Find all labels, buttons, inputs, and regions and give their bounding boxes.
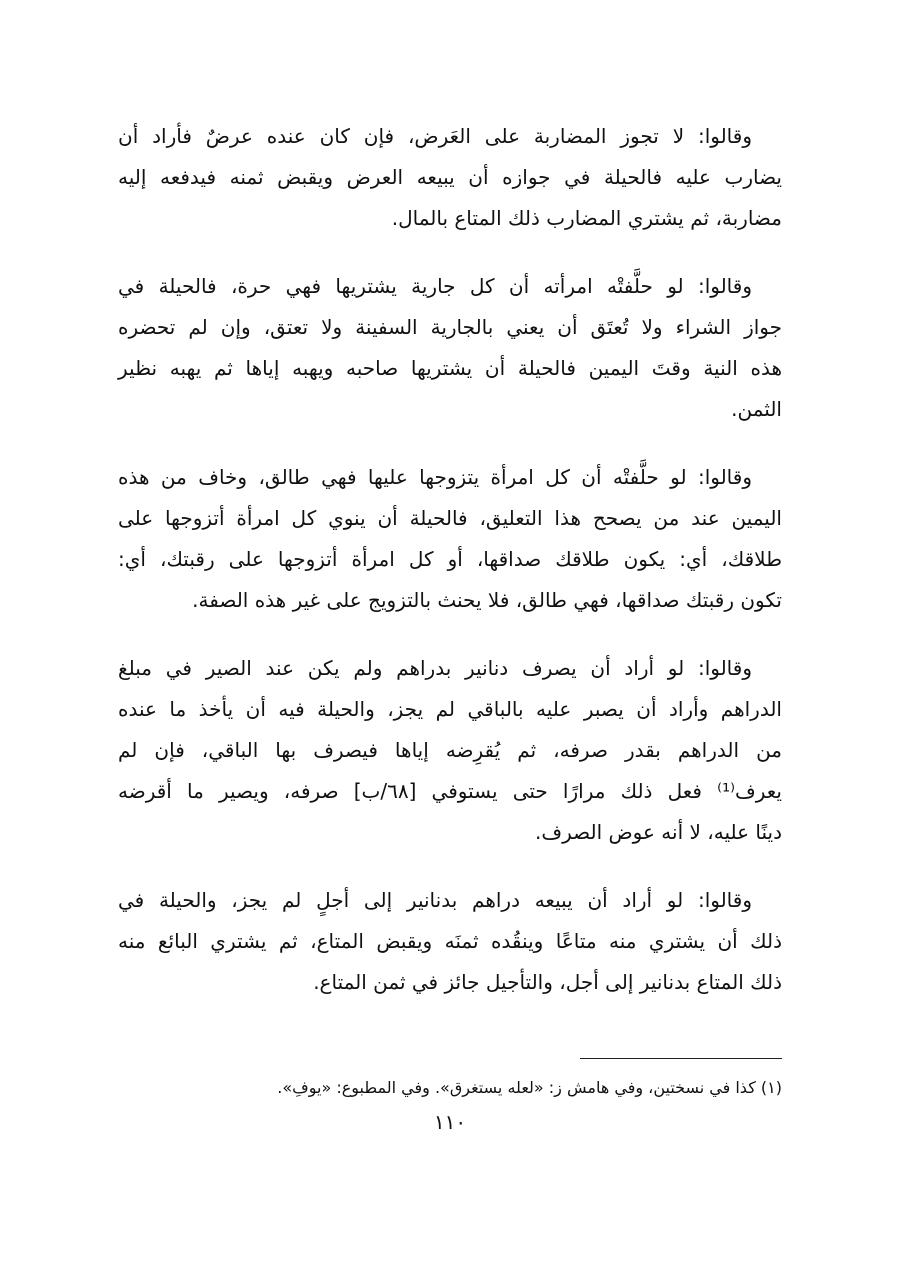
text-line: تكون رقبتك صداقها، فهي طالق، فلا يحنث بالتزويج على غير هذه الصفة. xyxy=(192,588,782,612)
page-number: ١١٠ xyxy=(433,1110,467,1134)
text-line: جواز الشراء ولا تُعتَق أن يعني بالجارية السفينة ولا تعتق، وإن لم تحضره xyxy=(118,315,782,339)
footnote: (١) كذا في نسختين، وفي هامش ز: «لعله يستغرق». وفي المطبوع: «يوفِ». xyxy=(277,1078,782,1097)
text-line: الثمن. xyxy=(731,397,782,421)
text-line: اليمين عند من يصحح هذا التعليق، فالحيلة أن ينوي كل امرأة أتزوجها على xyxy=(118,506,782,530)
text-line: مضاربة، ثم يشتري المضارب ذلك المتاع بالمال. xyxy=(391,206,782,230)
text-line: طلاقك، أي: يكون طلاقك صداقها، أو كل امرأة أتزوجها على رقبتك، أي: xyxy=(118,547,782,571)
footnote-divider xyxy=(580,1058,782,1059)
paragraph xyxy=(118,648,782,853)
text-line: ذلك أن يشتري منه متاعًا وينقُده ثمنَه ويقبض المتاع، ثم يشتري البائع منه xyxy=(118,929,782,953)
text-line: وقالوا: لو أراد أن يصرف دنانير بدراهم ولم يكن عند الصير في مبلغ xyxy=(118,656,752,680)
text-line: وقالوا: لو حلَّفتْه أن كل امرأة يتزوجها عليها فهي طالق، وخاف من هذه xyxy=(118,465,752,489)
paragraph xyxy=(118,457,782,621)
paragraph xyxy=(118,266,782,430)
text-line: وقالوا: لا تجوز المضاربة على العَرض، فإن كان عنده عرضٌ فأراد أن xyxy=(118,124,752,148)
text-line: دينًا عليه، لا أنه عوض الصرف. xyxy=(535,820,782,844)
text-line: الدراهم وأراد أن يصبر عليه بالباقي لم يجز، والحيلة فيه أن يأخذ ما عنده xyxy=(118,697,782,721)
text-line: ذلك المتاع بدنانير إلى أجل، والتأجيل جائز في ثمن المتاع. xyxy=(313,970,782,994)
text-line: وقالوا: لو حلَّفتْه امرأته أن كل جارية يشتريها فهي حرة، فالحيلة في xyxy=(118,274,752,298)
paragraph xyxy=(118,116,782,239)
text-line: يضارب عليه فالحيلة في جوازه أن يبيعه العرض ويقبض ثمنه فيدفعه إليه xyxy=(118,165,782,189)
text-line: يعرف⁽¹⁾ فعل ذلك مرارًا حتى يستوفي [٦٨/ب] صرفه، ويصير ما أقرضه xyxy=(118,779,782,803)
text-line: وقالوا: لو أراد أن يبيعه دراهم بدنانير إلى أجلٍ لم يجز، والحيلة في xyxy=(118,888,752,912)
main-text xyxy=(118,116,782,1030)
text-line: هذه النية وقتَ اليمين فالحيلة أن يشتريها صاحبه ويهبه إياها ثم يهبه نظير xyxy=(118,356,782,380)
paragraph xyxy=(118,880,782,1003)
text-line: من الدراهم بقدر صرفه، ثم يُقرِضه إياها فيصرف بها الباقي، فإن لم xyxy=(118,738,782,762)
